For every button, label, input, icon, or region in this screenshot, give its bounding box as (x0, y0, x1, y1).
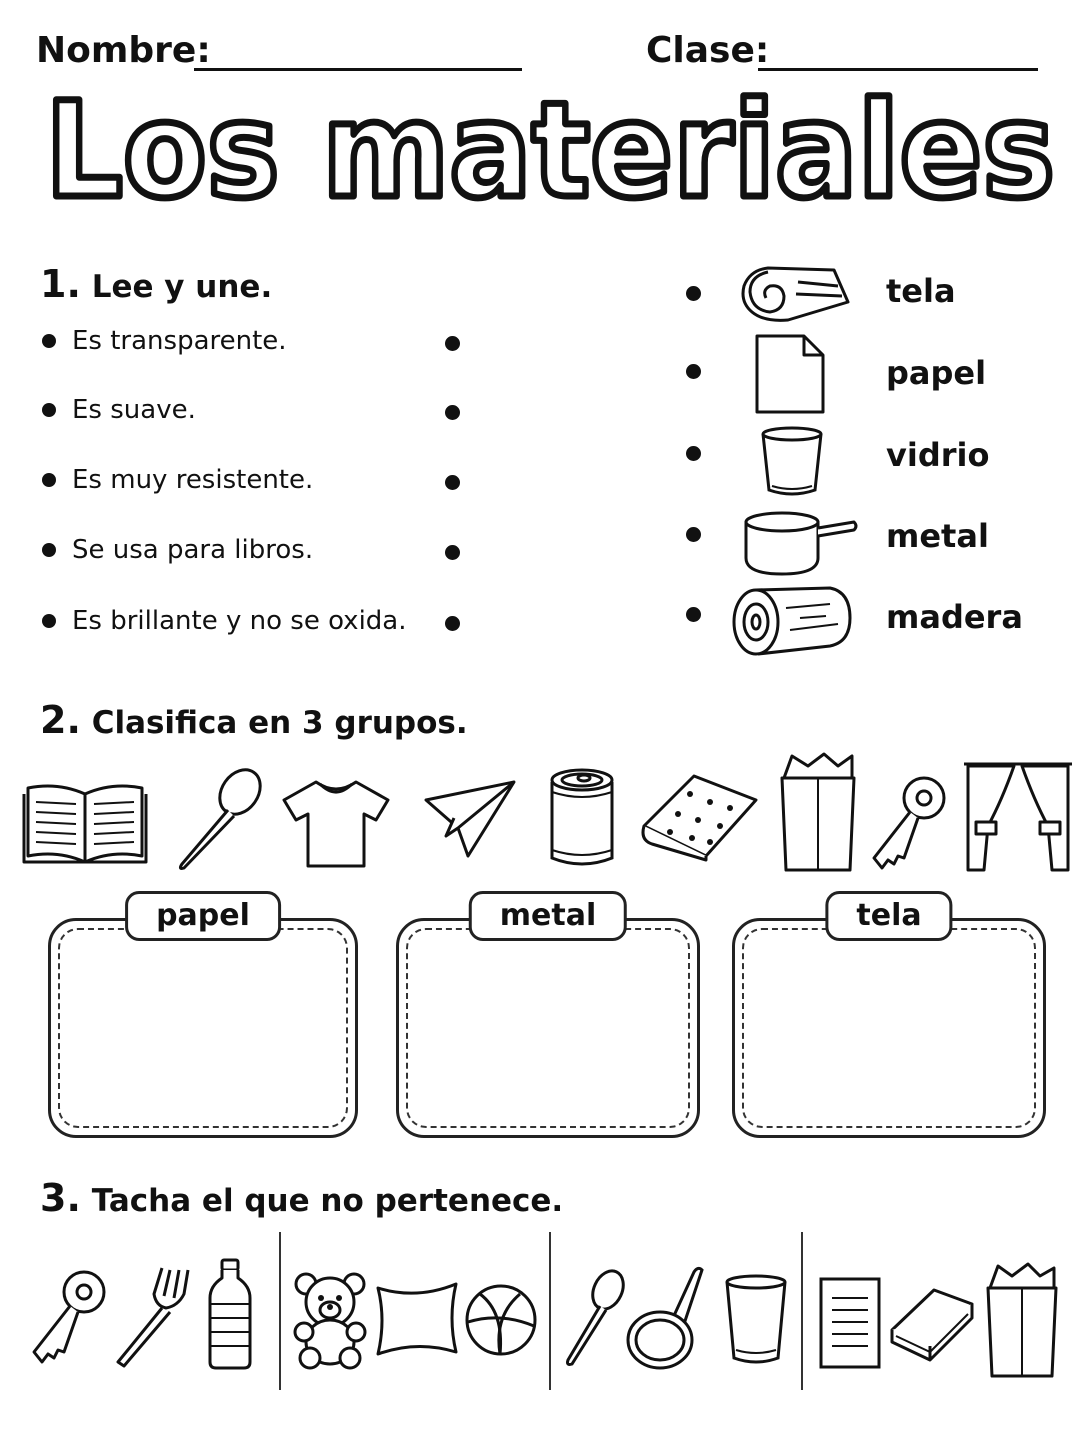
match-dot-right[interactable] (686, 364, 701, 379)
section1-title: Lee y une. (91, 269, 273, 305)
match-dot-left[interactable] (445, 405, 460, 420)
material-word: madera (886, 598, 1023, 636)
page-title (30, 78, 1070, 228)
key-icon (868, 774, 948, 872)
group-box-metal[interactable] (396, 898, 700, 1138)
statement-item (42, 606, 407, 636)
pillow-icon[interactable] (374, 1280, 460, 1358)
teddy-bear-icon[interactable] (290, 1270, 370, 1370)
bullet (42, 543, 56, 557)
group-label: tela (825, 891, 952, 941)
material-word: vidrio (886, 436, 990, 474)
curtains-icon (962, 760, 1074, 874)
book-icon[interactable] (888, 1286, 976, 1364)
section2-number: 2. (40, 698, 81, 742)
group-box-dashed-area (406, 928, 690, 1128)
name-label: Nombre: (36, 30, 211, 71)
frying-pan-icon[interactable] (624, 1264, 706, 1374)
group-box-dashed-area (58, 928, 348, 1128)
group-divider (801, 1232, 803, 1390)
saucepan-icon (742, 510, 860, 576)
group-divider (279, 1232, 281, 1390)
section3-heading (40, 1176, 563, 1220)
statement-text: Es transparente. (72, 326, 287, 356)
glass-cup-icon[interactable] (724, 1274, 788, 1366)
beach-ball-icon[interactable] (464, 1282, 538, 1358)
match-dot-right[interactable] (686, 446, 701, 461)
fork-icon[interactable] (112, 1264, 192, 1368)
rolled-cloth-icon (738, 262, 852, 324)
statement-text: Es brillante y no se oxida. (72, 606, 407, 636)
paper-sheet-icon (754, 333, 826, 415)
paper-bag-icon (778, 752, 858, 876)
paper-plane-icon (422, 778, 518, 860)
folded-towel-icon (640, 770, 760, 862)
section3-title: Tacha el que no pertenece. (91, 1183, 564, 1219)
statement-text: Es suave. (72, 395, 196, 425)
open-book-icon (20, 780, 150, 866)
glass-cup-icon (760, 426, 824, 498)
match-dot-left[interactable] (445, 616, 460, 631)
match-dot-left[interactable] (445, 475, 460, 490)
t-shirt-icon (280, 778, 392, 870)
statement-item (42, 395, 196, 425)
material-word: tela (886, 272, 956, 310)
section1-heading (40, 262, 272, 306)
match-dot-right[interactable] (686, 607, 701, 622)
bullet (42, 614, 56, 628)
spoon-icon (174, 768, 266, 872)
group-box-dashed-area (742, 928, 1036, 1128)
spoon-icon[interactable] (562, 1268, 628, 1368)
group-divider (549, 1232, 551, 1390)
water-bottle-icon[interactable] (206, 1258, 254, 1370)
material-word: metal (886, 517, 989, 555)
wood-log-icon (730, 584, 854, 658)
paper-bag-icon[interactable] (984, 1262, 1060, 1382)
name-line[interactable] (194, 68, 522, 71)
bullet (42, 334, 56, 348)
match-dot-right[interactable] (686, 527, 701, 542)
notebook-page-icon[interactable] (818, 1276, 882, 1370)
section3-number: 3. (40, 1176, 81, 1220)
section2-title: Clasifica en 3 grupos. (91, 705, 468, 741)
group-label: papel (125, 891, 281, 941)
statement-item (42, 465, 313, 495)
group-box-papel[interactable] (48, 898, 358, 1138)
material-word: papel (886, 354, 987, 392)
key-icon[interactable] (28, 1268, 108, 1366)
match-dot-left[interactable] (445, 545, 460, 560)
section1-number: 1. (40, 262, 81, 306)
page-title-text: Los materiales (45, 78, 1055, 228)
group-box-tela[interactable] (732, 898, 1046, 1138)
match-dot-right[interactable] (686, 286, 701, 301)
section2-heading (40, 698, 468, 742)
class-label: Clase: (646, 30, 770, 71)
match-dot-left[interactable] (445, 336, 460, 351)
statement-text: Es muy resistente. (72, 465, 314, 495)
bullet (42, 403, 56, 417)
group-label: metal (469, 891, 627, 941)
statement-text: Se usa para libros. (72, 535, 314, 565)
bullet (42, 473, 56, 487)
class-line[interactable] (758, 68, 1038, 71)
statement-item (42, 535, 313, 565)
soda-can-icon (546, 766, 618, 872)
statement-item (42, 326, 287, 356)
